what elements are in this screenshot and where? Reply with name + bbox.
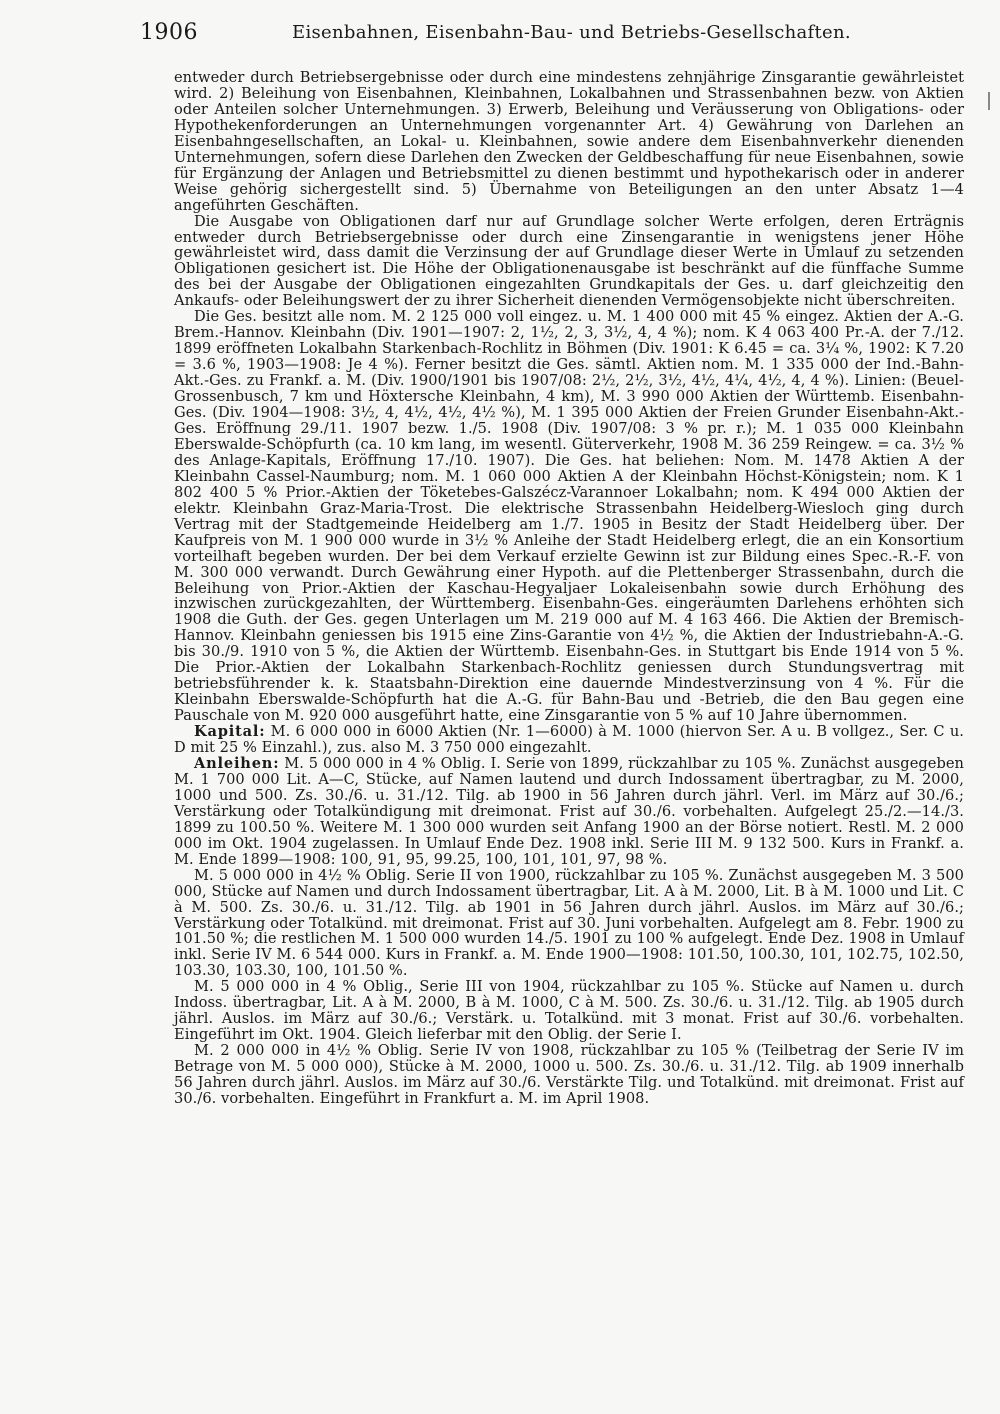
paragraph <box>174 70 964 214</box>
section-label-kapital: Kapital: <box>194 723 266 741</box>
paragraph-text: Die Ausgabe von Obligationen darf nur auf Grundlage solcher Werte erfolgen, deren Erträgnis entweder durch Betriebsergebnisse oder durch eine Zinsengarantie in wenigstens jener Höhe gewährleistet wird, dass damit die Verzinsung der auf Grundlage dieser Werte in Umlauf zu setzenden Obligationen gesichert ist. Die Höhe der Obligationenausgabe ist beschränkt auf die fünffache Summe des bei der Ausgabe der Obligationen eingezahlten Grundkapitals der Ges. u. darf gleichzeitig den Ankaufs- oder Beleihungswert der zu ihrer Sicherheit dienenden Vermögensobjekte nicht überschreiten. <box>174 212 964 310</box>
paragraph <box>174 309 964 724</box>
paragraph-text: M. 5 000 000 in 4½ % Oblig. Serie II von 1900, rückzahlbar zu 105 %. Zunächst ausgegeben M. 3 500 000, Stücke auf Namen und durch Indossament übertragbar, Lit. A à M. 2000, Lit. B à M. 1000 und Lit. C à M. 500. Zs. 30./6. u. 31./12. Tilg. ab 1901 in 56 Jahren durch jährl. Auslos. im März auf 30./6.; Verstärkung oder Totalkünd. mit dreimonat. Frist auf 30. Juni vorbehalten. Aufgelegt am 8. Febr. 1900 zu 101.50 %; die restlichen M. 1 500 000 wurden 14./5. 1901 zu 100 % aufgelegt. Ende Dez. 1908 in Umlauf inkl. Serie IV M. 6 544 000. Kurs in Frankf. a. M. Ende 1900—1908: 101.50, 100.30, 101, 102.75, 102.50, 103.30, 103.30, 100, 101.50 %. <box>174 866 964 980</box>
running-title: Eisenbahnen, Eisenbahn-Bau- und Betriebs-Gesellschaften. <box>292 22 851 43</box>
paragraph <box>174 1043 964 1107</box>
paragraph <box>174 868 964 980</box>
paragraph-text: M. 2 000 000 in 4½ % Oblig. Serie IV von 1908, rückzahlbar zu 105 % (Teilbetrag der Serie IV im Betrage von M. 5 000 000), Stücke à M. 2000, 1000 u. 500. Zs. 30./6. u. 31./12. Tilg. ab 1909 innerhalb 56 Jahren durch jährl. Auslos. im März auf 30./6. Verstärkte Tilg. und Totalkünd. mit dreimonat. Frist auf 30./6. vorbehalten. Eingeführt in Frankfurt a. M. im April 1908. <box>174 1042 964 1107</box>
paragraph-text: M. 6 000 000 in 6000 Aktien (Nr. 1—6000) à M. 1000 (hiervon Ser. A u. B vollgez., Ser. C u. D mit 25 % Einzahl.), zus. also M. 3 750 000 eingezahlt. <box>174 723 964 757</box>
paragraph-kapital <box>174 724 964 756</box>
paragraph-text: M. 5 000 000 in 4 % Oblig. I. Serie von 1899, rückzahlbar zu 105 %. Zunächst ausgegeben M. 1 700 000 Lit. A—C, Stücke, auf Namen lautend und durch Indossament übertragbar, zu M. 2000, 1000 und 500. Zs. 30./6. u. 31./12. Tilg. ab 1900 in 56 Jahren durch jährl. Verl. im März auf 30./6.; Verstärkung oder Totalkündigung mit dreimonat. Frist auf 30./6. vorbehalten. Aufgelegt 25./2.—14./3. 1899 zu 100.50 %. Weitere M. 1 300 000 wurden seit Anfang 1900 an der Börse notiert. Restl. M. 2 000 000 im Okt. 1904 zugelassen. In Umlauf Ende Dez. 1908 inkl. Serie III M. 9 132 500. Kurs in Frankf. a. M. Ende 1899—1908: 100, 91, 95, 99.25, 100, 101, 101, 97, 98 %. <box>174 754 964 868</box>
paragraph <box>174 214 964 310</box>
paragraph-anleihen <box>174 756 964 868</box>
paragraph-text: entweder durch Betriebsergebnisse oder durch eine mindestens zehnjährige Zinsgarantie gewährleistet wird. 2) Beleihung von Eisenbahnen, Kleinbahnen, Lokalbahnen und Strassenbahnen bezw. von Aktien oder Anteilen solcher Unternehmungen. 3) Erwerb, Beleihung und Veräusserung von Obligations- oder Hypothekenforderungen an Unternehmungen vorgenannter Art. 4) Gewährung von Darlehen an Eisenbahngesellschaften, an Lokal- u. Kleinbahnen, sowie andere dem Eisenbahnverkehr dienenden Unternehmungen, sofern diese Darlehen den Zwecken der Geldbeschaffung für neue Eisenbahnen, sowie für Ergänzung der Anlagen und Betriebsmittel zu dienen bestimmt und hypothekarisch oder in anderer Weise gehörig sichergestellt sind. 5) Übernahme von Beteiligungen an den unter Absatz 1—4 angeführten Geschäften. <box>174 69 964 214</box>
page-header <box>0 18 1000 52</box>
paragraph-text: Die Ges. besitzt alle nom. M. 2 125 000 voll eingez. u. M. 1 400 000 mit 45 % eingez. Aktien der A.-G. Brem.-Hannov. Kleinbahn (Div. 1901—1907: 2, 1½, 2, 3, 3½, 4, 4 %); nom. K 4 063 400 Pr.-A. der 7./12. 1899 eröffneten Lokalbahn Starkenbach-Rochlitz in Böhmen (Div. 1901: K 6.45 = ca. 3¼ %, 1902: K 7.20 = 3.6 %, 1903—1908: Je 4 %). Ferner besitzt die Ges. sämtl. Aktien nom. M. 1 335 000 der Ind.-Bahn-Akt.-Ges. zu Frankf. a. M. (Div. 1900/1901 bis 1907/08: 2½, 2½, 3½, 4½, 4¼, 4½, 4, 4 %). Linien: (Beuel-Grossenbusch, 7 km und Höxtersche Kleinbahn, 4 km), M. 3 990 000 Aktien der Württemb. Eisenbahn-Ges. (Div. 1904—1908: 3½, 4, 4½, 4½, 4½ %), M. 1 395 000 Aktien der Freien Grunder Eisenbahn-Akt.-Ges. Eröffnung 29./11. 1907 bezw. 1./5. 1908 (Div. 1907/08: 3 % pr. r.); M. 1 035 000 Kleinbahn Eberswalde-Schöpfurth (ca. 10 km lang, im wesentl. Güterverkehr, 1908 M. 36 259 Reingew. = ca. 3½ % des Anlage-Kapitals, Eröffnung 17./10. 1907). Die Ges. hat beliehen: Nom. M. 1478 Aktien A der Kleinbahn Cassel-Naumburg; nom. M. 1 060 000 Aktien A der Kleinbahn Höchst-Königstein; nom. K 1 802 400 5 % Prior.-Aktien der Töketebes-Galszécz-Varannoer Lokalbahn; nom. K 494 000 Aktien der elektr. Kleinbahn Graz-Maria-Trost. Die elektrische Strassenbahn Heidelberg-Wiesloch ging durch Vertrag mit der Stadtgemeinde Heidelberg am 1./7. 1905 in Besitz der Stadt Heidelberg über. Der Kaufpreis von M. 1 900 000 wurde in 3½ % Anleihe der Stadt Heidelberg erlegt, die an ein Konsortium vorteilhaft begeben wurden. Der bei dem Verkauf erzielte Gewinn ist zur Bildung eines Spec.-R.-F. von M. 300 000 verwandt. Durch Gewährung einer Hypoth. auf die Plettenberger Strassenbahn, durch die Beleihung von Prior.-Aktien der Kaschau-Hegyaljaer Lokaleisenbahn sowie durch Erhöhung des inzwischen zurückgezahlten, der Württemberg. Eisenbahn-Ges. eingeräumten Darlehens erhöhten sich 1908 die Guth. der Ges. gegen Unterlagen um M. 219 000 auf M. 4 163 466. Die Aktien der Bremisch-Hannov. Kleinbahn geniessen bis 1915 eine Zins-Garantie von 4½ %, die Aktien der Industriebahn-A.-G. bis 30./9. 1910 von 5 %, die Aktien der Württemb. Eisenbahn-Ges. in Stuttgart bis Ende 1914 von 5 %. Die Prior.-Aktien der Lokalbahn Starkenbach-Rochlitz geniessen durch Stundungsvertrag mit betriebsführender k. k. Staatsbahn-Direktion eine dauernde Mindestverzinsung von 4 %. Für die Kleinbahn Eberswalde-Schöpfurth hat die A.-G. für Bahn-Bau und -Betrieb, die den Bau gegen eine Pauschale von M. 920 000 ausgeführt hatte, eine Zinsgarantie von 5 % auf 10 Jahre übernommen. <box>174 308 964 725</box>
article-body <box>174 70 964 1107</box>
section-label-anleihen: Anleihen: <box>194 754 280 772</box>
page-edge-mark <box>988 92 990 110</box>
paragraph-text: M. 5 000 000 in 4 % Oblig., Serie III von 1904, rückzahlbar zu 105 %. Stücke auf Namen u. durch Indoss. übertragbar, Lit. A à M. 2000, B à M. 1000, C à M. 500. Zs. 30./6. u. 31./12. Tilg. ab 1905 durch jährl. Auslos. im März auf 30./6.; Verstärk. u. Totalkünd. mit 3 monat. Frist auf 30./6. vorbehalten. Eingeführt im Okt. 1904. Gleich lieferbar mit den Oblig. der Serie I. <box>174 978 964 1044</box>
page-number: 1906 <box>140 20 198 45</box>
paragraph <box>174 979 964 1043</box>
